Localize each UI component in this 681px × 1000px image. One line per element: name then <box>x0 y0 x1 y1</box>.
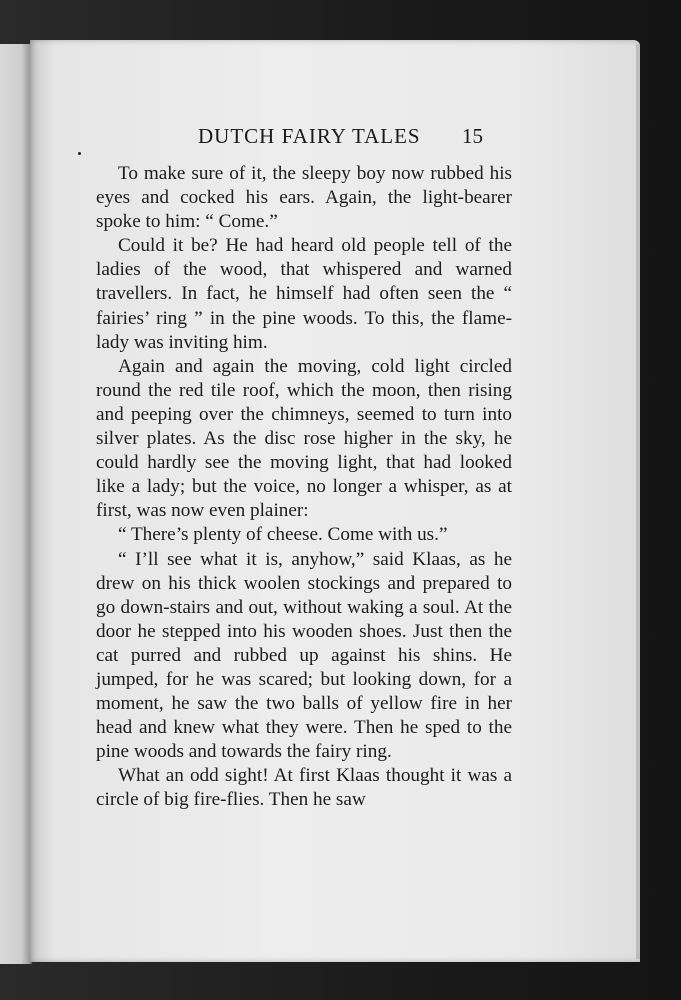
paragraph: “ There’s plenty of cheese. Come with us.” <box>118 524 448 546</box>
page-fore-edge <box>636 44 640 959</box>
paragraph: “ I’ll see what it is, anyhow,” said Klaas, as he drew on his thick woolen stockings and prepared to go down-stairs and out, without waking a soul. At the door he stepped into his wooden shoes. Just then the cat purred and rubbed up against his shins. He jumped, for he was scared; but looking down, for a moment, he saw the two balls of yellow fire in her head and knew what they were. Then he sped to the pine woods and towards the fairy ring. <box>96 548 512 763</box>
paragraph: To make sure of it, the sleepy boy now rubbed his eyes and cocked his ears. Again, the light-bearer spoke to him: “ Come.” <box>96 163 512 233</box>
paragraph: What an odd sight! At first Klaas thought it was a circle of big fire-flies. Then he saw <box>96 765 512 811</box>
page-number: 15 <box>462 124 483 148</box>
facing-page-edge <box>0 44 32 964</box>
body-text <box>96 162 512 813</box>
paragraph: Again and again the moving, cold light circled round the red tile roof, which the moon, then rising and peeping over the chimneys, seemed to turn into silver plates. As the disc rose higher in the sky, he could hardly see the moving light, that had looked like a lady; but the voice, no longer a whisper, as at first, was now even plainer: <box>96 355 512 522</box>
paragraph: Could it be? He had heard old people tell of the ladies of the wood, that whispered and warned travellers. In fact, he himself had often seen the “ fairies’ ring ” in the pine woods. To this, the flame-lady was inviting him. <box>96 235 512 353</box>
page-header <box>0 124 681 154</box>
running-title: DUTCH FAIRY TALES <box>198 124 421 148</box>
